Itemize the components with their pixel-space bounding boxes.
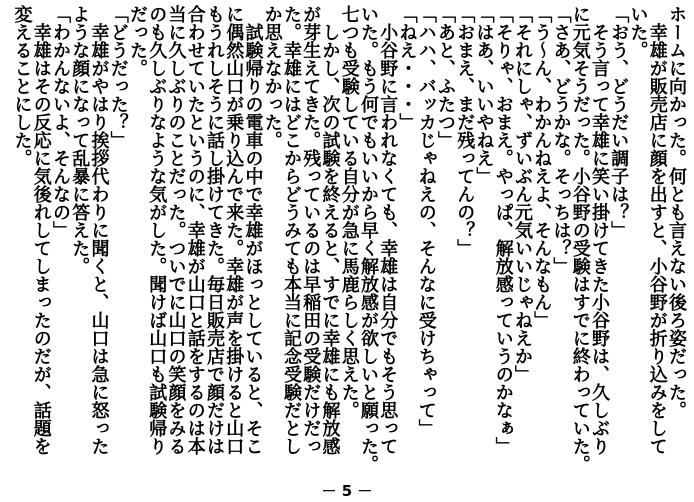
text-line: 「おう、どうだい調子は？」	[608, 5, 630, 239]
text-line: 「う～ん、わかんねえよ、そんなもん」	[531, 5, 553, 329]
text-line: 「どうだった？」	[107, 5, 129, 149]
text-line: 「はあ、いいやねえ」	[473, 5, 495, 185]
text-line: 幸雄はその反応に気後れしてしまったのだが、話題を	[30, 23, 52, 455]
text-line: か思えなかった。	[261, 5, 283, 149]
text-line: 「わかんないよ、そんなの」	[50, 5, 71, 239]
text-line: いた。もう何でもいいから早く解放感が欲しいと願った。	[358, 5, 379, 473]
text-line: のも久しぶりなような気がした。聞けば山口も試験帰り	[146, 5, 168, 455]
text-line: 幸雄がやはり挨拶代わりに聞くと、山口は急に怒った	[88, 23, 110, 455]
text-line: が芽生えてきた。残っているのは早稲田の受験だけだっ	[300, 5, 322, 455]
text-line: 変えることにした。	[11, 5, 33, 167]
text-line: 「そりゃ、おまえ。やっぱ、解放感っていうのかなぁ」	[492, 5, 514, 455]
text-line: 「あと、ふたつ」	[435, 5, 456, 149]
text-line: ホームに向かった。何とも言えない後ろ姿だった。	[666, 5, 687, 419]
text-line: 試験帰りの電車の中で幸雄がほっとしていると、そこ	[242, 23, 264, 455]
text-line: 「おまえ、まだ残ってんの？」	[454, 5, 476, 257]
text-line: 小谷野に言われなくても、幸雄は自分でもそう思って	[377, 23, 399, 455]
text-line: 「ねえ・・・」	[396, 5, 418, 131]
text-line: そう言って幸雄に笑い掛けてきた小谷野は、久しぶり	[589, 23, 610, 455]
text-line: 合わせていたというのに、幸雄が山口と話をするのは本	[184, 5, 206, 455]
text-line: 七つも受験している自分が急に馬鹿らしく思えた。	[338, 5, 360, 419]
page-number: － 5 －	[321, 482, 373, 500]
text-line: しかし、次の試験を終えると、すでに幸雄にも解放感	[319, 23, 341, 455]
text-line: もうれしそうに話し掛けてきた。毎日販売店で顔だけは	[204, 5, 225, 455]
text-line: 幸雄が販売店に顔を出すと、小谷野が折り込みをして	[646, 23, 668, 455]
text-line: た。幸雄にはどこからどうみても本当に記念受験だとし	[281, 5, 302, 455]
text-line: ような顔になって乱暴に答えた。	[69, 5, 91, 275]
text-line: だった。	[127, 5, 148, 77]
text-line: に元気そうだった。小谷野の受験はすでに終わっていた。	[569, 5, 591, 473]
body-text	[12, 5, 686, 483]
text-line: に偶然山口が乗り込んで来た。幸雄が声を掛けると山口	[223, 5, 245, 455]
text-line: 「ハハ、バッカじゃねえの、そんなに受けちゃって」	[415, 5, 437, 437]
text-line: 「それにしゃ、ずいぶん元気いいじゃねえか」	[512, 5, 533, 383]
text-line: いた。	[627, 5, 649, 59]
text-line: 当に久しぶりのことだった。ついでに山口の笑顔をみる	[165, 5, 187, 455]
text-line: 「さあ、どうかな。そっちは？」	[550, 5, 572, 275]
